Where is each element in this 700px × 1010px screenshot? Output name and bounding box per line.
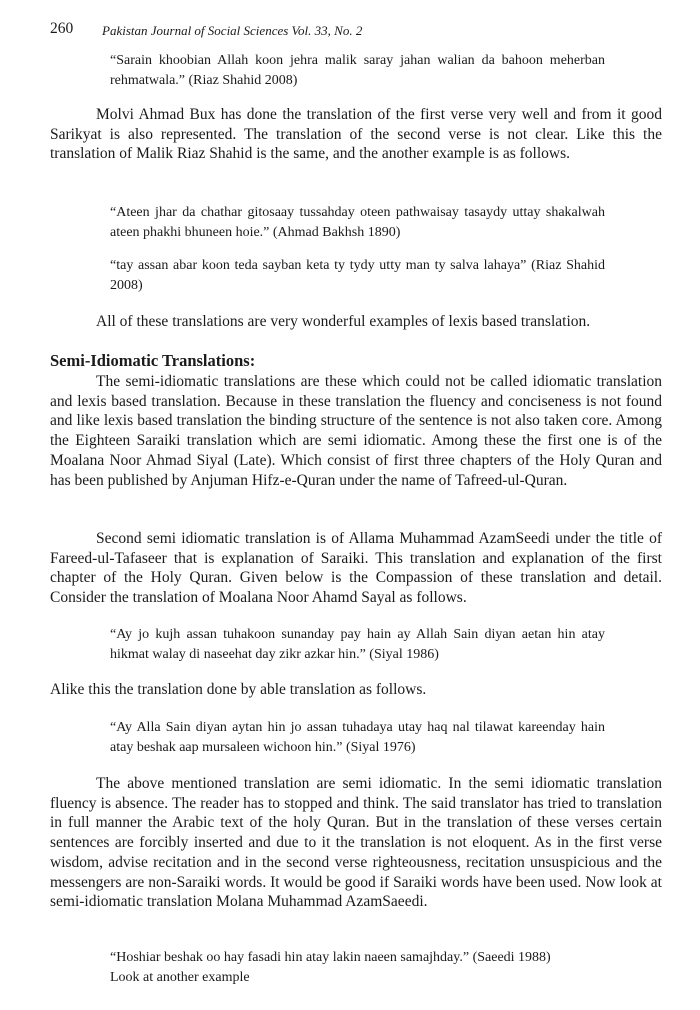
block-quote: “Ay Alla Sain diyan aytan hin jo assan tuhadaya utay haq nal tilawat kareenday hain atay beshak aap mursaleen wichoon hin.” (Siyal 1976) (110, 720, 605, 755)
page-number: 260 (50, 20, 74, 37)
block-quote (110, 948, 605, 988)
running-header (50, 20, 670, 44)
paragraph: All of these translations are very wonderful examples of lexis based translation. (96, 313, 591, 330)
paragraph: Molvi Ahmad Bux has done the translation of the first verse very well and from it good Sarikyat is also represented. The translation of the second verse is not clear. Like this the translation of Malik Riaz Shahid is the same, and the another example is as follows. (50, 106, 662, 163)
block-quote: “Ateen jhar da chathar gitosaay tussahday oteen pathwaisay tasaydy uttay shakalwah ateen phakhi bhuneen hoie.” (Ahmad Bakhsh 1890) (110, 205, 605, 240)
paragraph: The semi-idiomatic translations are these which could not be called idiomatic translation and lexis based translation. Because in these translation the fluency and conciseness is not found and like lexis based translation the binding structure of the sentence is not also taken core. Among the Eighteen Saraiki translation which are semi idiomatic. Among these the first one is of the Moalana Noor Ahmad Siyal (Late). Which consist of first three chapters of the Holy Quran and has been published by Anjuman Hifz-e-Quran under the name of Tafreed-ul-Quran. (50, 373, 662, 489)
follow-up-line: Look at another example (110, 970, 250, 985)
block-quote: “Sarain khoobian Allah koon jehra malik saray jahan walian da bahoon meherban rehmatwala.” (Riaz Shahid 2008) (110, 53, 605, 88)
block-quote: “Ay jo kujh assan tuhakoon sunanday pay hain ay Allah Sain diyan aetan hin atay hikmat walay di naseehat day zikr azkar hin.” (Siyal 1986) (110, 627, 605, 662)
paragraph: Alike this the translation done by able translation as follows. (50, 681, 427, 698)
quote-text: “Hoshiar beshak oo hay fasadi hin atay lakin naeen samajhday.” (Saeedi 1988) (110, 950, 551, 965)
section-heading: Semi-Idiomatic Translations: (50, 351, 256, 370)
block-quote: “tay assan abar koon teda sayban keta ty tydy utty man ty salva lahaya” (Riaz Shahid 2008) (110, 258, 605, 293)
journal-title: Pakistan Journal of Social Sciences Vol. 33, No. 2 (102, 23, 363, 38)
paragraph: The above mentioned translation are semi idiomatic. In the semi idiomatic translation fluency is absence. The reader has to stopped and think. The said translator has tried to translation in full manner the Arabic text of the holy Quran. But in the translation of these verses certain sentences are forcibly inserted and due to it the translation is not eloquent. As in the first verse wisdom, advise recitation and in the second verse righteousness, recitation unsuspicious and the messengers are non-Saraiki words. It would be good if Saraiki words have been used. Now look at semi-idiomatic translation Molana Muhammad AzamSaeedi. (50, 775, 662, 911)
paragraph: Second semi idiomatic translation is of Allama Muhammad AzamSeedi under the title of Fareed-ul-Tafaseer that is explanation of Saraiki. This translation and explanation of the first chapter of the Holy Quran. Given below is the Compassion of these translation and detail. Consider the translation of Moalana Noor Ahamd Sayal as follows. (50, 530, 662, 607)
